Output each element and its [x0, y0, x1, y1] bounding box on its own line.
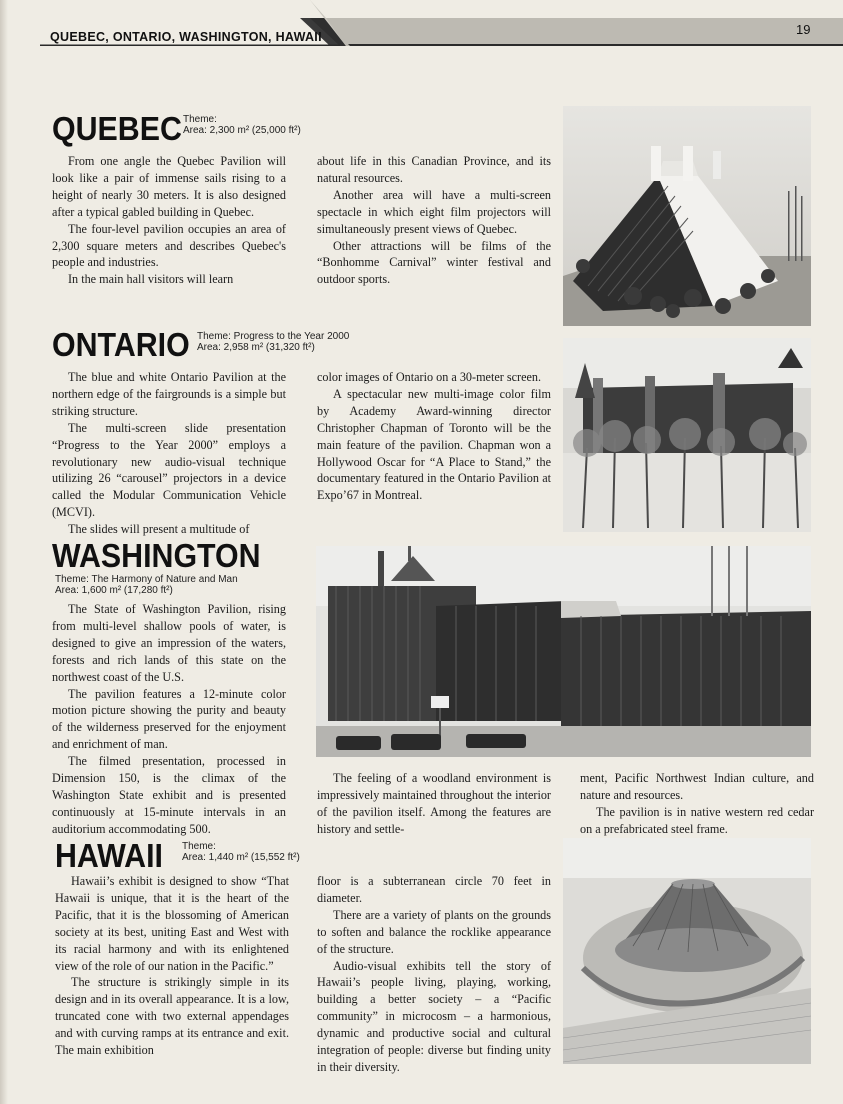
paragraph: Hawaii’s exhibit is designed to show “That Hawaii is unique, that it is the heart of the Pacific, that it is the blossoming of American society at its best, uniting East and West with its racial harmony and with its enlightened view of the role of our nation in the Pacific.”: [55, 874, 289, 973]
running-header: QUEBEC, ONTARIO, WASHINGTON, HAWAII: [50, 30, 322, 44]
paragraph: about life in this Canadian Province, and its natural resources.: [317, 154, 551, 185]
paragraph: The pavilion features a 12-minute color motion picture showing the purity and beauty of the wilderness preserved for the enjoyment and enrichment of man.: [52, 686, 286, 752]
hawaii-column-2: [317, 873, 551, 1076]
section-title-ontario: ONTARIO: [52, 326, 190, 363]
washington-column-1: [52, 601, 286, 838]
quebec-column-1: [52, 153, 286, 288]
ontario-theme: Theme: Progress to the Year 2000: [197, 331, 350, 342]
washington-area: Area: 1,600 m² (17,280 ft²): [55, 585, 173, 596]
washington-theme: Theme: The Harmony of Nature and Man: [55, 574, 238, 585]
paragraph: There are a variety of plants on the grounds to soften and balance the rocklike appearance of the structure.: [317, 907, 551, 956]
washington-column-2: [317, 770, 551, 838]
paragraph: Another area will have a multi-screen spectacle in which eight film projectors will simultaneously present views of Quebec.: [317, 187, 551, 236]
paragraph: The State of Washington Pavilion, rising from multi-level shallow pools of water, is designed to give an impression of the waters, forests and rich lands of this state on the northwest coast of the U.S.: [52, 602, 286, 684]
hawaii-pavilion-photo: [563, 838, 811, 1064]
ontario-pavilion-photo: [563, 338, 811, 532]
paragraph: The structure is strikingly simple in its design and in its overall appearance. It is a low, truncated cone with two external appendages and with curving ramps at its entrance and exit. The main exhibition: [55, 975, 289, 1058]
paragraph: Other attractions will be films of the “Bonhomme Carnival” winter festival and outdoor sports.: [317, 238, 551, 287]
quebec-column-2: [317, 153, 551, 288]
ontario-column-1: [52, 369, 286, 538]
hawaii-theme: Theme:: [182, 841, 216, 852]
page-edge-shadow: [0, 0, 8, 1104]
paragraph: The filmed presentation, processed in Dimension 150, is the climax of the Washington State exhibit and is presented continuously at 15-minute intervals in an auditorium accommodating 500.: [52, 754, 286, 836]
paragraph: color images of Ontario on a 30-meter screen.: [317, 370, 542, 384]
quebec-area: Area: 2,300 m² (25,000 ft²): [183, 125, 301, 136]
paragraph: The four-level pavilion occupies an area of 2,300 square meters and describes Quebec's people and industries.: [52, 221, 286, 270]
paragraph: A spectacular new multi-image color film by Academy Award-winning director Christopher Chapman of Toronto will be the main feature of the pavilion. Chapman won a Hollywood Oscar for “A Place to Stand,” the documentary featured in the Ontario Pavilion at Expo’67 in Montreal.: [317, 386, 551, 503]
washington-column-3: [580, 770, 814, 838]
section-title-quebec: QUEBEC: [52, 110, 182, 147]
paragraph: The pavilion is in native western red cedar on a prefabricated steel frame.: [580, 804, 814, 836]
washington-pavilion-photo: [316, 546, 811, 757]
quebec-theme: Theme:: [183, 114, 217, 125]
hawaii-column-1: [55, 873, 289, 1059]
paragraph: Audio-visual exhibits tell the story of Hawaii’s people living, playing, working, building a better society – a “Pacific community” in microcosm – a harmonious, dynamic and productive social and cultural integration of people: diverse but finding unity in their diversity.: [317, 958, 551, 1074]
paragraph: From one angle the Quebec Pavilion will look like a pair of immense sails rising to a height of nearly 30 meters. It is also designed after a typical gabled building in Quebec.: [52, 154, 286, 219]
section-title-washington: WASHINGTON: [52, 537, 261, 574]
paragraph: The blue and white Ontario Pavilion at the northern edge of the fairgrounds is a simple but striking structure.: [52, 370, 286, 418]
paragraph: In the main hall visitors will learn: [68, 272, 234, 287]
page-number: 19: [796, 22, 811, 37]
paragraph: ment, Pacific Northwest Indian culture, and nature and resources.: [580, 771, 814, 802]
paragraph: The multi-screen slide presentation “Progress to the Year 2000” employs a revolutionary new audio-visual technique utilizing 26 “carousel” projectors in a device called the Modular Communication Vehicle (MCVI).: [52, 420, 286, 520]
header-tab: [310, 0, 843, 46]
section-title-hawaii: HAWAII: [55, 837, 163, 874]
ontario-area: Area: 2,958 m² (31,320 ft²): [197, 342, 315, 353]
paragraph: The slides will present a multitude of: [68, 522, 250, 537]
ontario-column-2: [317, 369, 551, 504]
hawaii-area: Area: 1,440 m² (15,552 ft²): [182, 852, 300, 863]
paragraph: floor is a subterranean circle 70 feet in diameter.: [317, 874, 551, 905]
paragraph: The feeling of a woodland environment is impressively maintained throughout the interior of the pavilion itself. Among the features are history and settle-: [317, 771, 551, 836]
quebec-pavilion-photo: [563, 106, 811, 326]
